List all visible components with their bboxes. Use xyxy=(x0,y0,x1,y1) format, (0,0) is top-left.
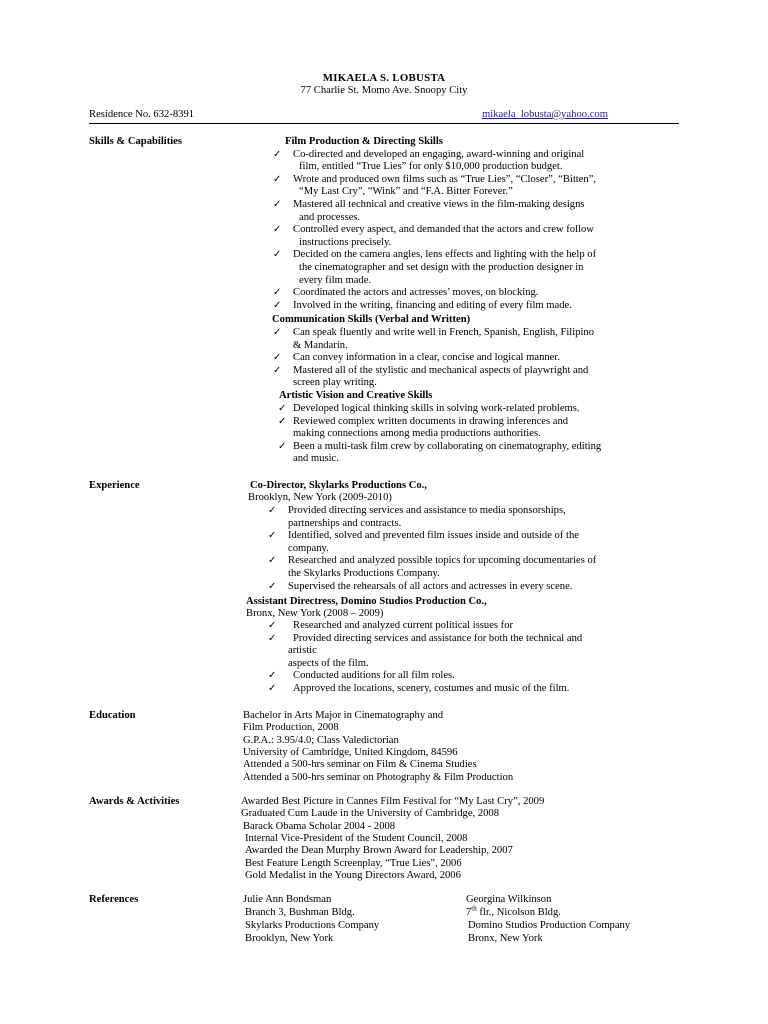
job1-title: Co-Director, Skylarks Productions Co., xyxy=(250,480,427,491)
residence-phone: Residence No. 632-8391 xyxy=(89,109,195,120)
text-line: Internal Vice-President of the Student Council, 2008 xyxy=(245,832,468,844)
checkmark-icon: ✓ xyxy=(273,352,282,364)
text-line: Graduated Cum Laude in the University of Cambridge, 2008 xyxy=(241,808,500,820)
checkmark-icon: ✓ xyxy=(273,224,282,236)
floor-number: 7 xyxy=(466,907,472,918)
text-line: G.P.A.: 3.95/4.0; Class Valedictorian xyxy=(243,734,399,746)
bullet-text: Can speak fluently and write well in French, Spanish, English, Filipino xyxy=(293,327,595,338)
bullet-text: Researched and analyzed current political issues for xyxy=(293,620,514,631)
job1-place: Brooklyn, New York (2009-2010) xyxy=(248,492,392,503)
reference-left-city: Brooklyn, New York xyxy=(245,933,334,944)
experience-heading: Experience xyxy=(89,480,140,491)
checkmark-icon: ✓ xyxy=(273,173,282,185)
text-line: Attended a 500-hrs seminar on Photography & Film Production xyxy=(243,771,514,783)
address: 77 Charlie St. Momo Ave. Snoopy City xyxy=(300,85,468,96)
resume-name: MIKAELA S. LOBUSTA xyxy=(322,72,446,84)
text-line: Best Feature Length Screenplay, “True Lies”, 2006 xyxy=(245,857,462,869)
bullet-text: “My Last Cry”, “Wink” and “F.A. Bitter Forever.” xyxy=(299,186,513,198)
job2-title: Assistant Directress, Domino Studios Production Co., xyxy=(246,596,487,607)
text-line: Awarded the Dean Murphy Brown Award for Leadership, 2007 xyxy=(245,845,513,857)
text-line: Barack Obama Scholar 2004 - 2008 xyxy=(243,820,396,832)
reference-left-address: Branch 3, Bushman Bldg. xyxy=(245,907,355,918)
reference-right-city: Bronx, New York xyxy=(468,933,543,944)
checkmark-icon: ✓ xyxy=(268,683,277,694)
text-line: Gold Medalist in the Young Directors Award, 2006 xyxy=(245,869,461,881)
bullet-text: Decided on the camera angles, lens effects and lighting with the help of xyxy=(293,249,597,261)
bullet-text: Been a multi-task film crew by collaborating on cinematography, editing xyxy=(293,440,602,452)
text-line: University of Cambridge, United Kingdom, 84596 xyxy=(243,746,458,758)
text-line: Awarded Best Picture in Cannes Film Festival for “My Last Cry”, 2009 xyxy=(241,796,545,807)
bullet-text: aspects of the film. xyxy=(288,657,369,669)
bullet-text: Reviewed complex written documents in drawing inferences and xyxy=(293,415,569,427)
text-line: Attended a 500-hrs seminar on Film & Cinema Studies xyxy=(243,759,477,771)
checkmark-icon: ✓ xyxy=(273,327,282,338)
email-link[interactable]: mikaela_lobusta@yahoo.com xyxy=(482,109,608,120)
checkmark-icon: ✓ xyxy=(278,415,287,427)
bullet-text: Mastered all of the stylistic and mechanical aspects of playwright and xyxy=(293,364,589,376)
bullet-text: Coordinated the actors and actresses’ moves, on blocking. xyxy=(293,287,539,299)
reference-left-name: Julie Ann Bondsman xyxy=(243,894,332,905)
text-line: Film Production, 2008 xyxy=(243,722,339,734)
text-line: Bachelor in Arts Major in Cinematography and xyxy=(243,710,444,721)
reference-right-name: Georgina Wilkinson xyxy=(466,894,552,905)
bullet-text: Supervised the rehearsals of all actors and actresses in every scene. xyxy=(288,580,573,592)
checkmark-icon: ✓ xyxy=(268,505,277,516)
bullet-text: Approved the locations, scenery, costumes and music of the film. xyxy=(293,683,570,694)
building: flr., Nicolson Bldg. xyxy=(476,907,561,918)
reference-right-address xyxy=(466,904,561,918)
checkmark-icon: ✓ xyxy=(268,620,277,631)
bullet-text: artistic xyxy=(288,645,317,657)
job2-place: Bronx, New York (2008 – 2009) xyxy=(246,608,384,619)
bullet-text: every film made. xyxy=(299,274,372,286)
bullet-text: company. xyxy=(288,542,329,554)
artistic-skills-title: Artistic Vision and Creative Skills xyxy=(279,390,433,401)
awards-heading: Awards & Activities xyxy=(89,796,180,807)
education-heading: Education xyxy=(89,710,136,721)
bullet-text: Developed logical thinking skills in solving work-related problems. xyxy=(293,403,580,414)
checkmark-icon: ✓ xyxy=(278,403,287,414)
bullet-text: screen play writing. xyxy=(293,377,377,389)
bullet-text: instructions precisely. xyxy=(299,236,392,248)
bullet-text: Identified, solved and prevented film issues inside and outside of the xyxy=(288,530,579,542)
bullet-text: Wrote and produced own films such as “True Lies”, “Closer”, “Bitten”, xyxy=(293,173,597,185)
checkmark-icon: ✓ xyxy=(268,555,277,567)
checkmark-icon: ✓ xyxy=(273,299,282,311)
bullet-text: Involved in the writing, financing and editing of every film made. xyxy=(293,299,572,311)
reference-left-company: Skylarks Productions Company xyxy=(245,920,380,931)
bullet-text: partnerships and contracts. xyxy=(288,517,402,529)
communication-skills-title: Communication Skills (Verbal and Written) xyxy=(272,314,471,325)
bullet-text: and processes. xyxy=(299,211,361,223)
bullet-text: making connections among media productions authorities. xyxy=(293,428,541,440)
bullet-text: Controlled every aspect, and demanded that the actors and crew follow xyxy=(293,224,594,236)
bullet-text: Provided directing services and assistance for both the technical and xyxy=(293,632,583,644)
bullet-text: Can convey information in a clear, concise and logical manner. xyxy=(293,352,560,364)
checkmark-icon: ✓ xyxy=(268,580,277,592)
bullet-text: and music. xyxy=(293,453,339,465)
checkmark-icon: ✓ xyxy=(268,670,277,682)
bullet-text: Conducted auditions for all film roles. xyxy=(293,670,455,682)
checkmark-icon: ✓ xyxy=(278,440,287,452)
header-divider xyxy=(89,123,679,124)
references-heading: References xyxy=(89,894,139,905)
checkmark-icon: ✓ xyxy=(273,364,282,376)
bullet-text: Mastered all technical and creative views in the film-making designs xyxy=(293,198,585,210)
bullet-text: Co-directed and developed an engaging, award-winning and original xyxy=(293,148,585,160)
bullet-text: the cinematographer and set design with the production designer in xyxy=(299,261,584,273)
bullet-text: Researched and analyzed possible topics for upcoming documentaries of xyxy=(288,555,597,567)
film-skills-title: Film Production & Directing Skills xyxy=(285,136,443,147)
bullet-text: Provided directing services and assistance to media sponsorships, xyxy=(288,505,566,516)
skills-heading: Skills & Capabilities xyxy=(89,136,183,147)
checkmark-icon: ✓ xyxy=(268,530,277,542)
checkmark-icon: ✓ xyxy=(273,249,282,261)
bullet-text: & Mandarin. xyxy=(293,339,348,351)
checkmark-icon: ✓ xyxy=(268,632,277,644)
bullet-text: film, entitled “True Lies” for only $10,000 production budget. xyxy=(299,161,563,173)
checkmark-icon: ✓ xyxy=(273,198,282,210)
checkmark-icon: ✓ xyxy=(273,148,282,160)
ordinal-suffix: th xyxy=(471,904,477,913)
checkmark-icon: ✓ xyxy=(273,287,282,299)
bullet-text: the Skylarks Productions Company. xyxy=(288,568,440,579)
reference-right-company: Domino Studios Production Company xyxy=(468,920,631,931)
